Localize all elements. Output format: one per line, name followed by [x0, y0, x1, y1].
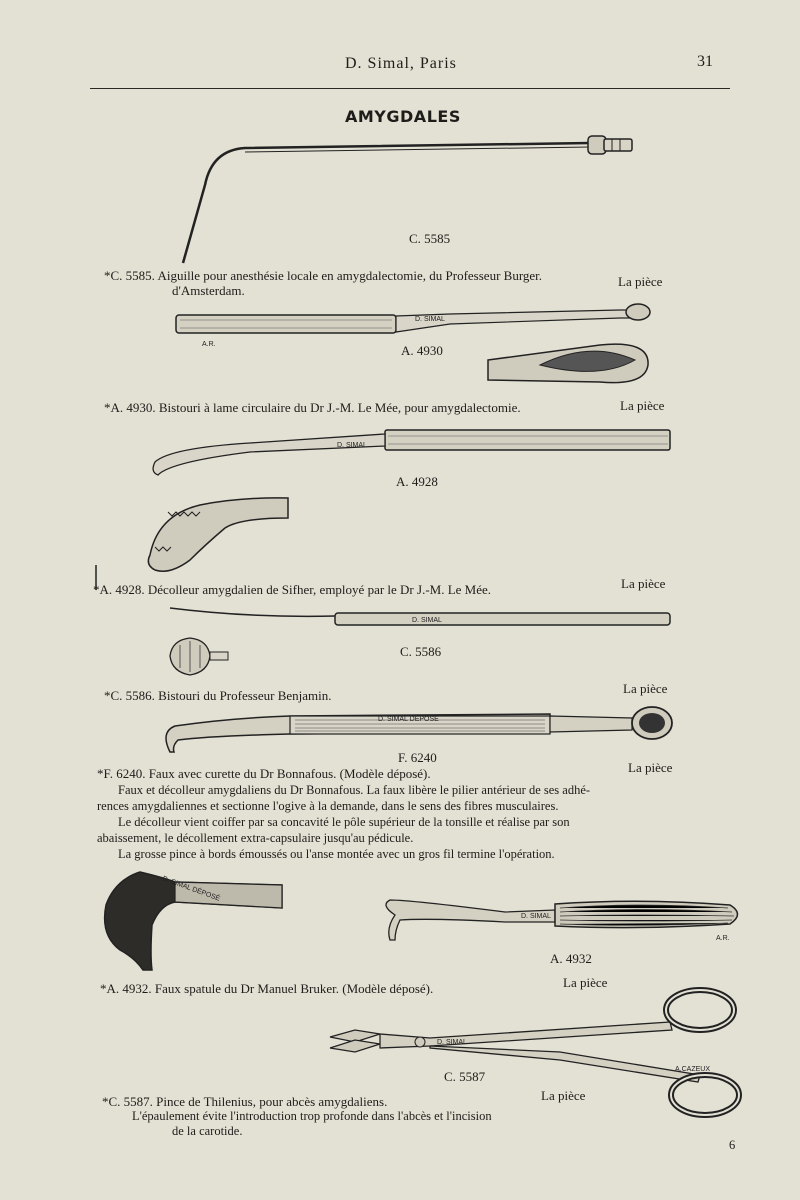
running-header: D. Simal, Paris	[345, 55, 457, 72]
caption-c5585-cont: d'Amsterdam.	[172, 283, 245, 298]
svg-text:D. SIMAL DÉPOSÉ: D. SIMAL DÉPOSÉ	[378, 716, 439, 723]
svg-text:D. SIMAL: D. SIMAL	[337, 442, 367, 449]
description-f6240-line-1: Faux et décolleur amygdaliens du Dr Bonnafous. La faux libère le pilier antérieur de ses adhé-	[118, 783, 591, 797]
price-label-a4930: La pièce	[620, 398, 665, 413]
caption-a4932: *A. 4932. Faux spatule du Dr Manuel Bruker. (Modèle déposé).	[100, 981, 434, 996]
price-label-a4932: La pièce	[563, 975, 608, 990]
caption-a4930: *A. 4930. Bistouri à lame circulaire du Dr J.-M. Le Mée, pour amygdalectomie.	[104, 400, 521, 415]
fig-code-a4932: A. 4932	[550, 951, 592, 966]
footer-signature-number: 6	[729, 1138, 736, 1152]
description-f6240-line-3: Le décolleur vient coiffer par sa concavité le pôle supérieur de la tonsille et réalise par son	[118, 815, 570, 829]
fig-code-f6240: F. 6240	[398, 750, 437, 765]
svg-text:A.R.: A.R.	[202, 341, 216, 348]
fig-code-a4928: A. 4928	[396, 474, 438, 489]
section-title: AMYGDALES	[345, 107, 461, 126]
svg-text:A.R.: A.R.	[716, 935, 730, 942]
svg-text:D. SIMAL: D. SIMAL	[437, 1039, 467, 1046]
svg-text:D. SIMAL: D. SIMAL	[521, 913, 551, 920]
fig-code-c5587: C. 5587	[444, 1069, 486, 1084]
description-f6240-line-2: rences amygdaliennes et sectionne l'ogive à la demande, dans le sens des fibres musculaires.	[97, 799, 559, 813]
svg-text:D. SIMAL: D. SIMAL	[415, 316, 445, 323]
price-label-c5587: La pièce	[541, 1088, 586, 1103]
caption-a4928: *A. 4928. Décolleur amygdalien de Sifher, employé par le Dr J.-M. Le Mée.	[93, 582, 492, 597]
page-number: 31	[697, 53, 713, 70]
price-label-f6240: La pièce	[628, 760, 673, 775]
price-label-c5586: La pièce	[623, 681, 668, 696]
description-c5587-line-2: de la carotide.	[172, 1124, 243, 1138]
price-label-a4928: La pièce	[621, 576, 666, 591]
fig-code-c5586: C. 5586	[400, 644, 442, 659]
description-c5587-line-1: L'épaulement évite l'introduction trop profonde dans l'abcès et l'incision	[132, 1109, 492, 1123]
caption-c5587: *C. 5587. Pince de Thilenius, pour abcès amygdaliens.	[102, 1094, 388, 1109]
caption-f6240: *F. 6240. Faux avec curette du Dr Bonnafous. (Modèle déposé).	[97, 766, 431, 781]
fig-code-a4930: A. 4930	[401, 343, 443, 358]
description-f6240-line-5: La grosse pince à bords émoussés ou l'anse montée avec un gros fil termine l'opération.	[118, 847, 555, 861]
svg-text:D. SIMAL DÉPOSÉ: D. SIMAL DÉPOSÉ	[161, 875, 221, 903]
svg-text:D. SIMAL: D. SIMAL	[412, 617, 442, 624]
svg-text:A.CAZEUX: A.CAZEUX	[675, 1066, 711, 1073]
price-label-c5585: La pièce	[618, 274, 663, 289]
caption-c5586: *C. 5586. Bistouri du Professeur Benjamin.	[104, 688, 332, 703]
description-f6240-line-4: abaissement, le décollement extra-capsulaire jusqu'au pédicule.	[97, 831, 414, 845]
fig-code-c5585: C. 5585	[409, 231, 451, 246]
caption-c5585: *C. 5585. Aiguille pour anesthésie locale en amygdalectomie, du Professeur Burger.	[104, 268, 543, 283]
